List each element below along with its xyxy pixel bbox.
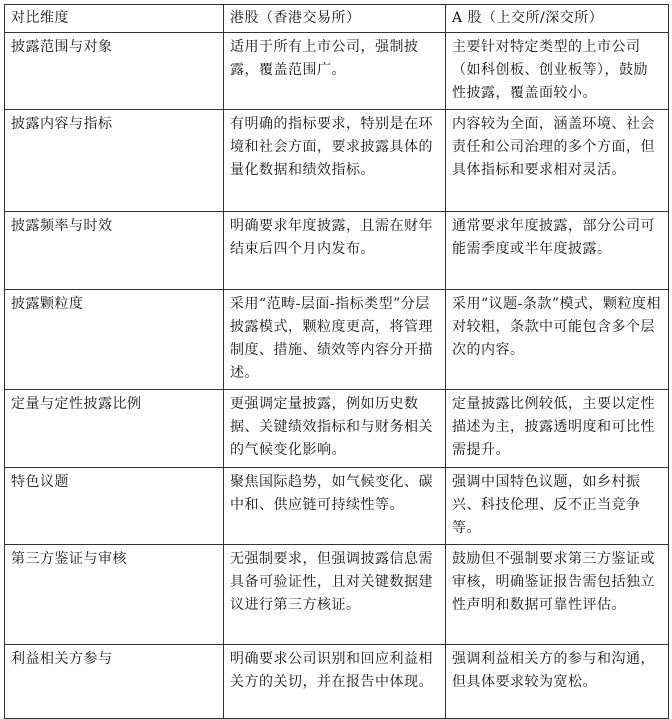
table-row: [5, 545, 669, 645]
header-hk-stocks: 港股（香港交易所）: [224, 5, 446, 33]
table-row: [5, 290, 669, 390]
row-hk-cell: 聚焦国际趋势，如气候变化、碳中和、供应链可持续性等。: [224, 468, 446, 545]
header-a-shares: A 股（上交所/深交所）: [446, 5, 669, 33]
row-hk-cell: 无强制要求，但强调披露信息需具备可验证性，且对关键数据建议进行第三方核证。: [224, 545, 446, 645]
table-row: [5, 110, 669, 212]
row-dimension-cell: 披露范围与对象: [5, 33, 224, 110]
row-dimension-cell: 披露频率与时效: [5, 212, 224, 290]
header-dimension: 对比维度: [5, 5, 224, 33]
row-hk-cell: 明确要求公司识别和回应利益相关方的关切，并在报告中体现。: [224, 645, 446, 719]
table-row: [5, 645, 669, 719]
row-hk-cell: 采用“范畴-层面-指标类型”分层披露模式，颗粒度更高，将管理制度、措施、绩效等内容分开描述。: [224, 290, 446, 390]
row-hk-cell: 更强调定量披露，例如历史数据、关键绩效指标和与财务相关的气候变化影响。: [224, 390, 446, 468]
row-a-share-cell: 主要针对特定类型的上市公司（如科创板、创业板等），鼓励性披露，覆盖面较小。: [446, 33, 669, 110]
table-header-row: [5, 5, 669, 33]
row-a-share-cell: 强调利益相关方的参与和沟通，但具体要求较为宽松。: [446, 645, 669, 719]
row-a-share-cell: 采用“议题-条款”模式，颗粒度相对较粗，条款中可能包含多个层次的内容。: [446, 290, 669, 390]
table-row: [5, 390, 669, 468]
row-hk-cell: 有明确的指标要求，特别是在环境和社会方面，要求披露具体的量化数据和绩效指标。: [224, 110, 446, 212]
row-a-share-cell: 通常要求年度披露，部分公司可能需季度或半年度披露。: [446, 212, 669, 290]
row-dimension-cell: 利益相关方参与: [5, 645, 224, 719]
row-dimension-cell: 特色议题: [5, 468, 224, 545]
comparison-table: [4, 4, 669, 719]
table-row: [5, 212, 669, 290]
table-row: [5, 468, 669, 545]
row-dimension-cell: 披露内容与指标: [5, 110, 224, 212]
row-hk-cell: 适用于所有上市公司，强制披露，覆盖范围广。: [224, 33, 446, 110]
row-dimension-cell: 第三方鉴证与审核: [5, 545, 224, 645]
row-a-share-cell: 内容较为全面，涵盖环境、社会责任和公司治理的多个方面，但具体指标和要求相对灵活。: [446, 110, 669, 212]
row-dimension-cell: 披露颗粒度: [5, 290, 224, 390]
row-hk-cell: 明确要求年度披露，且需在财年结束后四个月内发布。: [224, 212, 446, 290]
row-a-share-cell: 鼓励但不强制要求第三方鉴证或审核，明确鉴证报告需包括独立性声明和数据可靠性评估。: [446, 545, 669, 645]
row-dimension-cell: 定量与定性披露比例: [5, 390, 224, 468]
row-a-share-cell: 强调中国特色议题，如乡村振兴、科技伦理、反不正当竞争等。: [446, 468, 669, 545]
table-row: [5, 33, 669, 110]
row-a-share-cell: 定量披露比例较低，主要以定性描述为主，披露透明度和可比性需提升。: [446, 390, 669, 468]
